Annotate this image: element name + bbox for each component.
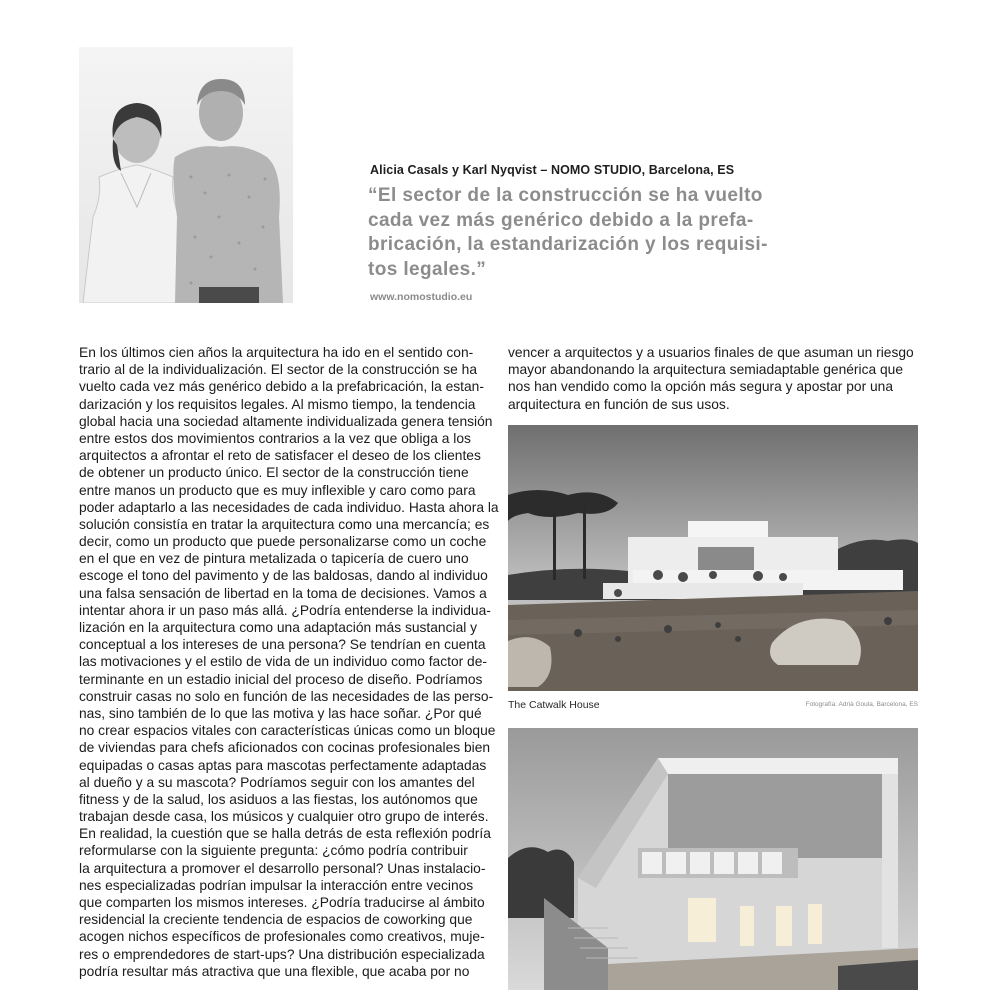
architects-portrait-photo <box>79 47 293 303</box>
body-line: que comparten los mismos intereses. ¿Podría traducirse al ámbito <box>79 895 485 910</box>
quote-line: cada vez más genérico debido a la prefa- <box>368 209 754 231</box>
pull-quote <box>368 184 798 282</box>
body-line: nes especializadas podrían impulsar la interacción entre vecinos <box>79 877 474 893</box>
photo-caption: The Catwalk House <box>508 699 600 711</box>
body-line: una falsa sensación de libertad en la toma de decisiones. Vamos a <box>79 585 487 601</box>
body-line: al dueño y a su mascota? Podríamos seguir con los amantes del <box>79 774 475 790</box>
body-line: decir, como un producto que puede personalizarse como un coche <box>79 534 487 550</box>
body-text-left-column <box>79 344 499 980</box>
body-line: de obtener un producto único. El sector de la construcción tiene <box>79 465 469 481</box>
studio-website-link[interactable]: www.nomostudio.eu <box>370 291 473 303</box>
body-line: mayor abandonando la arquitectura semiadaptable genérica que <box>508 362 904 378</box>
body-line: trabajan desde casa, los músicos y cualquier otro grupo de interés. <box>79 809 489 825</box>
body-line: res o emprendedores de start-ups? Una distribución especializada <box>79 946 485 962</box>
body-line: intentar ahora ir un paso más allá. ¿Podría entenderse la individua- <box>79 602 491 618</box>
body-line: conceptual a los intereses de una persona? Se tendrían en cuenta <box>79 637 486 653</box>
body-text-right-column <box>508 344 918 413</box>
body-line: En realidad, la cuestión que se halla detrás de esta reflexión podría <box>79 826 491 842</box>
body-line: construir casas no solo en función de las necesidades de las perso- <box>79 688 494 704</box>
body-line: en el que en vez de pintura metalizada o tapicería de cuero uno <box>79 551 469 567</box>
quote-line: tos legales.” <box>368 258 487 280</box>
quote-line: bricación, la estandarización y los requisi- <box>368 234 768 255</box>
catwalk-house-photo <box>508 425 918 691</box>
body-line: la arquitectura a promover el desarrollo personal? Unas instalacio- <box>79 860 486 876</box>
body-line: podría resultar más atractiva que una flexible, que acaba por no <box>79 963 470 979</box>
body-line: fitness y de la salud, los asiduos a las fiestas, los autónomos que <box>79 791 478 807</box>
photo-credit: Fotografía: Adrià Goula, Barcelona, ES <box>805 701 918 708</box>
body-line: acogen nichos específicos de profesionales como creativos, muje- <box>79 929 485 945</box>
interviewee-names: Alicia Casals y Karl Nyqvist – NOMO STUDIO, Barcelona, ES <box>370 163 735 177</box>
body-line: global hacia una sociedad altamente individualizada genera tensión <box>79 413 493 429</box>
concrete-house-photo <box>508 728 918 990</box>
quote-line: “El sector de la construcción se ha vuelto <box>368 185 763 206</box>
body-line: vuelto cada vez más genérico debido a la prefabricación, la estan- <box>79 379 484 395</box>
body-line: vencer a arquitectos y a usuarios finales de que asuman un riesgo <box>508 345 914 360</box>
body-line: las motivaciones y el estilo de vida de un individuo como factor de- <box>79 654 487 670</box>
body-line: equipadas o casas aptas para mascotas perfectamente adaptadas <box>79 757 487 773</box>
body-line: lización en la arquitectura como una adaptación más sustancial y <box>79 620 478 635</box>
body-line: no crear espacios vitales con características únicas como un bloque <box>79 723 496 739</box>
body-line: poder adaptarlo a las necesidades de cada individuo. Hasta ahora la <box>79 499 499 515</box>
body-line: trario al de la individualización. El sector de la construcción se ha <box>79 362 478 378</box>
body-line: nas, sino también de lo que las motiva y las hace soñar. ¿Por qué <box>79 705 482 721</box>
body-line: En los últimos cien años la arquitectura ha ido en el sentido con- <box>79 345 474 360</box>
body-line: entre manos un producto que es muy inflexible y caro como para <box>79 482 476 498</box>
body-line: nos han vendido como la opción más segura y apostar por una <box>508 379 894 395</box>
body-line: reformularse con la siguiente pregunta: ¿cómo podría contribuir <box>79 843 468 859</box>
body-line: arquitectos a afrontar el reto de satisfacer el deseo de los clientes <box>79 448 481 464</box>
body-line: de viviendas para chefs aficionados con cocinas profesionales bien <box>79 740 491 756</box>
body-line: terminante en un estadio inicial del proceso de diseño. Podríamos <box>79 671 483 687</box>
body-line: residencial la creciente tendencia de espacios de coworking que <box>79 912 473 928</box>
body-line: solución consistía en tratar la arquitectura como una mercancía; es <box>79 516 490 532</box>
body-line: escoge el tono del pavimento y de las baldosas, dando al individuo <box>79 568 488 584</box>
body-line: darización y los requisitos legales. Al mismo tiempo, la tendencia <box>79 396 476 412</box>
body-line: entre estos dos movimientos contrarios a la vez que obliga a los <box>79 430 471 446</box>
body-line: arquitectura en función de sus usos. <box>508 396 730 412</box>
